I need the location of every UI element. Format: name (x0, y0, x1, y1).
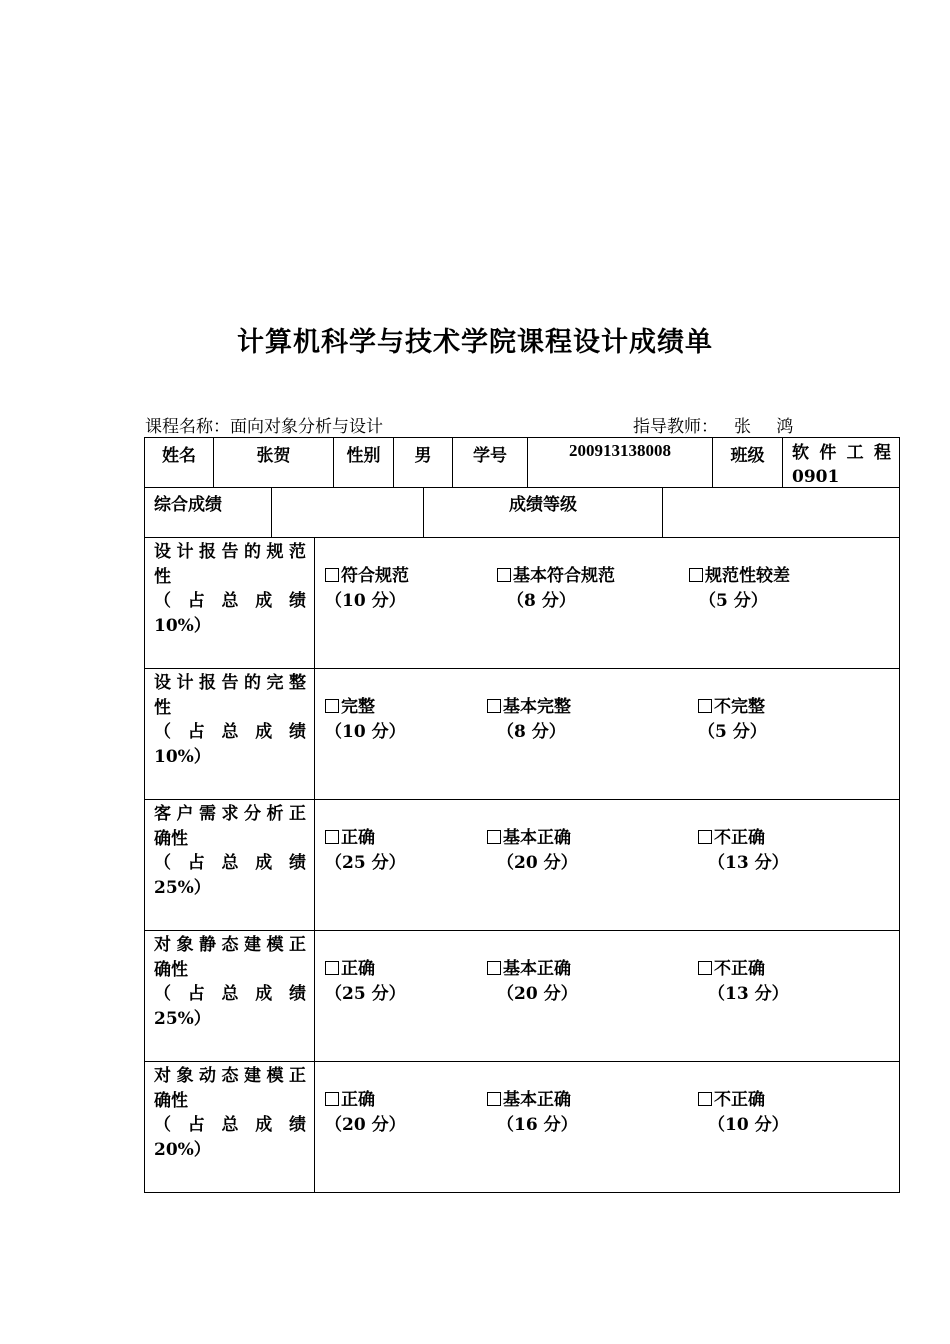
option-score: （25 分） (325, 852, 406, 873)
criterion-weight: （ 占 总 成 绩 (154, 591, 306, 611)
criterion-line1: 设计报告的规范 (154, 542, 306, 562)
grade-row (144, 487, 900, 538)
option[interactable] (487, 695, 571, 744)
checkbox-icon[interactable] (497, 568, 511, 582)
criterion-label (145, 1062, 315, 1192)
grade-level-label: 成绩等级 (423, 488, 662, 537)
criterion-row (144, 799, 900, 931)
course-line (145, 412, 383, 437)
checkbox-icon[interactable] (325, 830, 339, 844)
checkbox-icon[interactable] (325, 961, 339, 975)
option[interactable] (325, 564, 409, 613)
criterion-line1: 对象静态建模正 (154, 935, 306, 955)
option-label: 正确 (341, 959, 375, 979)
id-label: 学号 (452, 438, 527, 487)
criterion-line2: 性 (154, 697, 171, 718)
checkbox-icon[interactable] (698, 961, 712, 975)
option[interactable] (698, 695, 767, 744)
criterion-weight-value: 10%） (154, 746, 211, 767)
option[interactable] (325, 695, 406, 744)
option[interactable] (689, 564, 790, 613)
total-score-field[interactable] (271, 488, 423, 537)
teacher-line (633, 412, 803, 437)
checkbox-icon[interactable] (487, 699, 501, 713)
option-label: 不正确 (714, 959, 765, 979)
class-value (782, 438, 899, 487)
option[interactable] (698, 826, 789, 875)
option-label: 不正确 (714, 1090, 765, 1110)
checkbox-icon[interactable] (487, 961, 501, 975)
option[interactable] (325, 957, 406, 1006)
option-score: （25 分） (325, 983, 406, 1004)
criterion-weight: （ 占 总 成 绩 (154, 853, 306, 873)
option-label: 基本正确 (503, 828, 571, 848)
criterion-weight-value: 10%） (154, 615, 211, 636)
total-score-label: 综合成绩 (154, 495, 222, 515)
option-score: （5 分） (699, 590, 768, 611)
name-label: 姓名 (162, 446, 196, 466)
option-score: （13 分） (708, 852, 789, 873)
checkbox-icon[interactable] (698, 1092, 712, 1106)
class-label: 班级 (712, 438, 782, 487)
criterion-row (144, 537, 900, 669)
checkbox-icon[interactable] (698, 699, 712, 713)
criterion-weight: （ 占 总 成 绩 (154, 722, 306, 742)
option-label: 符合规范 (341, 566, 409, 586)
gender-value: 男 (393, 438, 452, 487)
option-label: 不完整 (714, 697, 765, 717)
option-label: 正确 (341, 828, 375, 848)
criterion-label (145, 800, 315, 930)
grade-sheet-table (144, 437, 900, 1193)
option-label: 规范性较差 (705, 566, 790, 586)
criterion-row (144, 930, 900, 1062)
name-value: 张贺 (213, 438, 333, 487)
option-score: （10 分） (708, 1114, 789, 1135)
option-label: 基本符合规范 (513, 566, 615, 586)
teacher-name: 张 鸿 (734, 417, 804, 437)
criterion-line1: 设计报告的完整 (154, 673, 306, 693)
course-name: 面向对象分析与设计 (230, 417, 383, 437)
criterion-weight-value: 25%） (154, 877, 211, 898)
option-score: （20 分） (325, 1114, 406, 1135)
option-label: 正确 (341, 1090, 375, 1110)
checkbox-icon[interactable] (689, 568, 703, 582)
gender-label: 性别 (333, 438, 393, 487)
option-label: 基本正确 (503, 959, 571, 979)
page-title: 计算机科学与技术学院课程设计成绩单 (237, 327, 713, 358)
criterion-row (144, 1061, 900, 1193)
criterion-line1: 对象动态建模正 (154, 1066, 306, 1086)
student-id-value: 200913138008 (527, 438, 712, 487)
checkbox-icon[interactable] (698, 830, 712, 844)
criterion-line2: 性 (154, 566, 171, 587)
option[interactable] (698, 1088, 789, 1137)
checkbox-icon[interactable] (325, 1092, 339, 1106)
option-score: （16 分） (497, 1114, 578, 1135)
criterion-weight: （ 占 总 成 绩 (154, 1115, 306, 1135)
checkbox-icon[interactable] (325, 568, 339, 582)
option-score: （8 分） (507, 590, 576, 611)
checkbox-icon[interactable] (487, 1092, 501, 1106)
checkbox-icon[interactable] (325, 699, 339, 713)
criterion-weight-value: 25%） (154, 1008, 211, 1029)
student-info-row (144, 437, 900, 488)
criterion-line1: 客户需求分析正 (154, 804, 306, 824)
criterion-weight-value: 20%） (154, 1139, 211, 1160)
option[interactable] (487, 1088, 578, 1137)
option-label: 基本完整 (503, 697, 571, 717)
option-score: （5 分） (698, 721, 767, 742)
option-score: （13 分） (708, 983, 789, 1004)
option-label: 基本正确 (503, 1090, 571, 1110)
course-label: 课程名称： (145, 417, 230, 437)
criterion-row (144, 668, 900, 800)
criterion-label (145, 538, 315, 668)
criterion-label (145, 931, 315, 1061)
criterion-weight: （ 占 总 成 绩 (154, 984, 306, 1004)
criterion-line2: 确性 (154, 959, 188, 980)
option-label: 完整 (341, 697, 375, 717)
option[interactable] (487, 826, 578, 875)
option[interactable] (487, 957, 578, 1006)
criterion-line2: 确性 (154, 828, 188, 849)
checkbox-icon[interactable] (487, 830, 501, 844)
option-score: （10 分） (325, 721, 406, 742)
option[interactable] (325, 1088, 406, 1137)
option[interactable] (497, 564, 615, 613)
class-value-line2: 0901 (792, 467, 840, 487)
option-score: （10 分） (325, 590, 406, 611)
option-label: 不正确 (714, 828, 765, 848)
option-score: （8 分） (497, 721, 566, 742)
option-score: （20 分） (497, 983, 578, 1004)
option[interactable] (325, 826, 406, 875)
criterion-line2: 确性 (154, 1090, 188, 1111)
option[interactable] (698, 957, 789, 1006)
grade-level-field[interactable] (662, 488, 899, 537)
option-score: （20 分） (497, 852, 578, 873)
criterion-label (145, 669, 315, 799)
class-value-line1: 软 件 工 程 (792, 443, 891, 463)
teacher-label: 指导教师： (633, 417, 718, 437)
